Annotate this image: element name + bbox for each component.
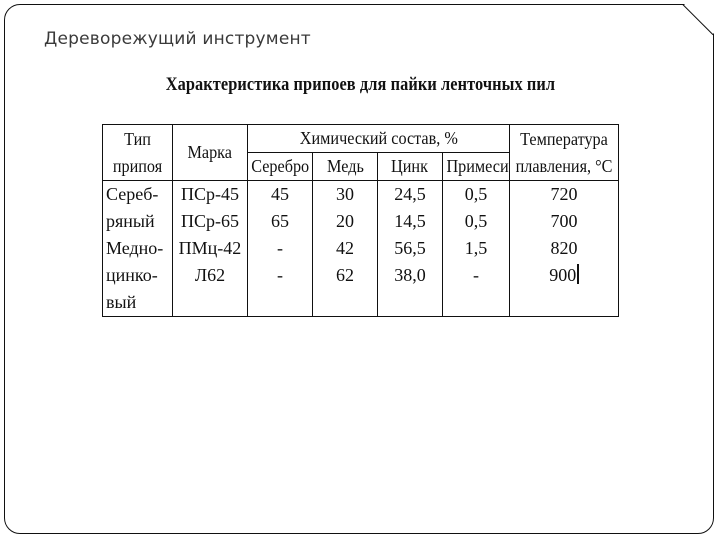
text-cursor: [577, 264, 579, 284]
temperature-value: 700: [550, 211, 578, 231]
copper-cell: [313, 181, 378, 317]
brand-value: ПСр-45: [181, 184, 239, 204]
impurities-value: 0,5: [464, 211, 488, 231]
copper-value: 30: [336, 184, 354, 204]
header-impurities-text: Примеси: [446, 156, 509, 176]
solder-type-line: Сереб-: [106, 184, 159, 204]
zinc-cell: [378, 181, 443, 317]
header-temperature-line1: Температура: [520, 128, 608, 149]
solder-table: [102, 124, 619, 317]
zinc-value: 38,0: [394, 265, 426, 285]
table-caption-text: Характеристика припоев для пайки ленточных пил: [165, 74, 555, 95]
solder-type-line: вый: [106, 292, 137, 312]
solder-type-line: цинко-: [106, 265, 158, 285]
header-impurities: [443, 153, 510, 181]
silver-value: -: [277, 265, 283, 285]
slide-title: Дереворежущий инструмент: [44, 29, 311, 49]
header-temperature: [510, 125, 619, 181]
brand-cell: [173, 181, 248, 317]
header-solder-type-line2: припоя: [112, 155, 163, 176]
header-brand: [173, 125, 248, 181]
header-copper-text: Медь: [326, 156, 364, 176]
temperature-value: 720: [550, 184, 578, 204]
header-silver-text: Серебро: [251, 156, 310, 176]
impurities-cell: [443, 181, 510, 317]
impurities-value: 0,5: [464, 184, 488, 204]
temperature-value-with-cursor: [510, 262, 618, 289]
table-body-row: [103, 181, 619, 317]
header-silver: [248, 153, 313, 181]
impurities-value: -: [473, 265, 479, 285]
copper-value: 42: [336, 238, 354, 258]
brand-value: ПМц-42: [178, 238, 242, 258]
brand-value: Л62: [194, 265, 226, 285]
zinc-value: 24,5: [394, 184, 426, 204]
header-composition: [248, 125, 510, 153]
header-solder-type-line1: Тип: [124, 128, 151, 149]
copper-value: 20: [336, 211, 354, 231]
brand-value: ПСр-65: [181, 211, 239, 231]
impurities-value: 1,5: [464, 238, 488, 258]
silver-value: 45: [271, 184, 289, 204]
header-zinc: [378, 153, 443, 181]
header-zinc-text: Цинк: [391, 156, 429, 176]
header-composition-text: Химический состав, %: [299, 128, 458, 148]
zinc-value: 14,5: [394, 211, 426, 231]
table-caption: [0, 74, 720, 96]
zinc-value: 56,5: [394, 238, 426, 258]
solder-type-line: ряный: [106, 211, 155, 231]
solder-type-line: Медно-: [106, 238, 164, 258]
temperature-value: 820: [550, 238, 578, 258]
header-temperature-line2: плавления, °С: [515, 155, 613, 176]
silver-value: 65: [271, 211, 289, 231]
temperature-value: 900: [549, 265, 577, 285]
header-solder-type: [103, 125, 173, 181]
silver-value: -: [277, 238, 283, 258]
copper-value: 62: [336, 265, 354, 285]
silver-cell: [248, 181, 313, 317]
temperature-cell: [510, 181, 619, 317]
header-brand-text: Марка: [187, 142, 233, 162]
header-copper: [313, 153, 378, 181]
table-header-row: [103, 125, 619, 153]
solder-type-cell: [103, 181, 173, 317]
